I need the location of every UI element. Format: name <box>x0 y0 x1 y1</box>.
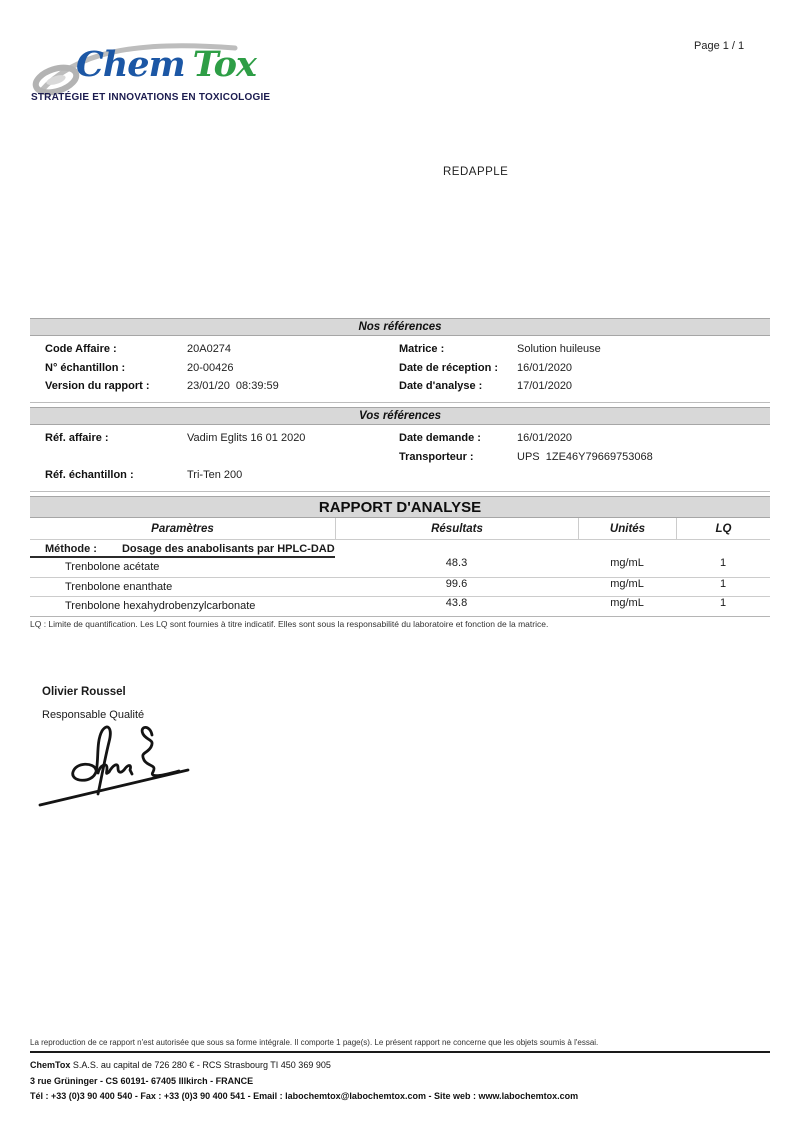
field-label: Réf. affaire : <box>45 432 109 445</box>
field-label: Réf. échantillon : <box>45 469 134 482</box>
result-value: 43.8 <box>445 597 468 609</box>
field-value: UPS 1ZE46Y79669753068 <box>517 450 653 463</box>
footer-company <box>30 1060 331 1070</box>
table-row <box>45 448 770 467</box>
signatory-title: Responsable Qualité <box>42 709 145 721</box>
lq-value: 1 <box>719 577 727 590</box>
field-label: N° échantillon : <box>45 361 126 374</box>
table-row <box>45 377 770 396</box>
field-label: Code Affaire : <box>45 343 117 356</box>
method-row <box>30 539 770 557</box>
field-value: 16/01/2020 <box>517 361 573 374</box>
field-label: Date demande : <box>399 432 481 445</box>
table-row <box>45 466 770 485</box>
signature-icon <box>36 720 211 812</box>
parameter-name: Trenbolone acétate <box>65 560 160 573</box>
field-value: 23/01/20 08:39:59 <box>187 380 279 393</box>
field-value: 17/01/2020 <box>517 380 573 393</box>
footer-contact: Tél : +33 (0)3 90 400 540 - Fax : +33 (0)3 90 400 541 - Email : labochemtox@labochemtox.com - Site web : www.labochemtox.com <box>30 1091 579 1101</box>
table-row <box>45 340 770 359</box>
method-label: Méthode : <box>45 542 97 555</box>
unit-value: mg/mL <box>610 597 644 609</box>
footer-company-name: ChemTox <box>30 1060 71 1070</box>
analysis-row <box>30 557 770 577</box>
result-value: 99.6 <box>445 577 468 590</box>
field-value: 20-00426 <box>187 361 234 374</box>
footer-address: 3 rue Grüninger - CS 60191- 67405 Illkirch - FRANCE <box>30 1076 254 1086</box>
result-value: 48.3 <box>445 557 468 569</box>
column-header: Unités <box>578 518 676 539</box>
report-title: RAPPORT D'ANALYSE <box>30 496 770 518</box>
field-value: 20A0274 <box>187 343 232 356</box>
column-header: Paramètres <box>151 522 214 535</box>
vos-references-rows <box>30 425 770 492</box>
analysis-row <box>30 577 770 597</box>
analysis-report-table <box>30 496 770 617</box>
table-row <box>45 359 770 378</box>
vos-references-title: Vos références <box>30 407 770 425</box>
field-label: Version du rapport : <box>45 380 150 393</box>
field-value: 16/01/2020 <box>517 432 573 445</box>
field-value: Vadim Eglits 16 01 2020 <box>187 432 306 445</box>
lq-footnote: LQ : Limite de quantification. Les LQ sont fournies à titre indicatif. Elles sont sous la responsabilité du laboratoire et fonction de la matrice. <box>30 619 549 629</box>
unit-value: mg/mL <box>610 557 644 569</box>
analysis-rows <box>30 557 770 617</box>
method-value: Dosage des anabolisants par HPLC-DAD <box>121 542 335 555</box>
column-header-row <box>30 518 770 539</box>
logo-wordmark <box>76 44 256 85</box>
field-value: Solution huileuse <box>517 343 601 356</box>
parameter-name: Trenbolone hexahydrobenzylcarbonate <box>65 600 256 613</box>
unit-value: mg/mL <box>610 577 644 590</box>
logo-chem-text: Chem <box>76 44 185 85</box>
nos-references-title: Nos références <box>30 318 770 336</box>
field-label: Date d'analyse : <box>399 380 483 393</box>
nos-references-rows <box>30 336 770 403</box>
field-label: Transporteur : <box>399 450 474 463</box>
footer-divider <box>30 1051 770 1053</box>
field-label: Date de réception : <box>399 361 499 374</box>
signatory-name: Olivier Roussel <box>42 686 126 698</box>
analysis-row <box>30 596 770 616</box>
column-header: Résultats <box>335 518 578 539</box>
logo-tagline: STRATÉGIE ET INNOVATIONS EN TOXICOLOGIE <box>31 92 271 103</box>
page-number: Page 1 / 1 <box>694 40 745 52</box>
chemtox-logo <box>30 32 270 108</box>
parameter-name: Trenbolone enanthate <box>65 580 173 593</box>
lq-value: 1 <box>719 557 727 569</box>
footer-notice: La reproduction de ce rapport n'est autorisée que sous sa forme intégrale. Il comporte 1 page(s). Le présent rapport ne concerne que les objets soumis à l'essai. <box>30 1038 599 1047</box>
table-row <box>45 429 770 448</box>
footer-company-details: S.A.S. au capital de 726 280 € - RCS Strasbourg TI 450 369 905 <box>70 1060 331 1070</box>
column-header: LQ <box>676 518 770 539</box>
vos-references-table <box>30 407 770 492</box>
client-name: REDAPPLE <box>443 166 509 178</box>
field-value: Tri-Ten 200 <box>187 469 243 482</box>
nos-references-table <box>30 318 770 403</box>
lq-value: 1 <box>719 597 727 609</box>
field-label: Matrice : <box>399 343 445 356</box>
logo-tox-text: Tox <box>192 44 256 85</box>
